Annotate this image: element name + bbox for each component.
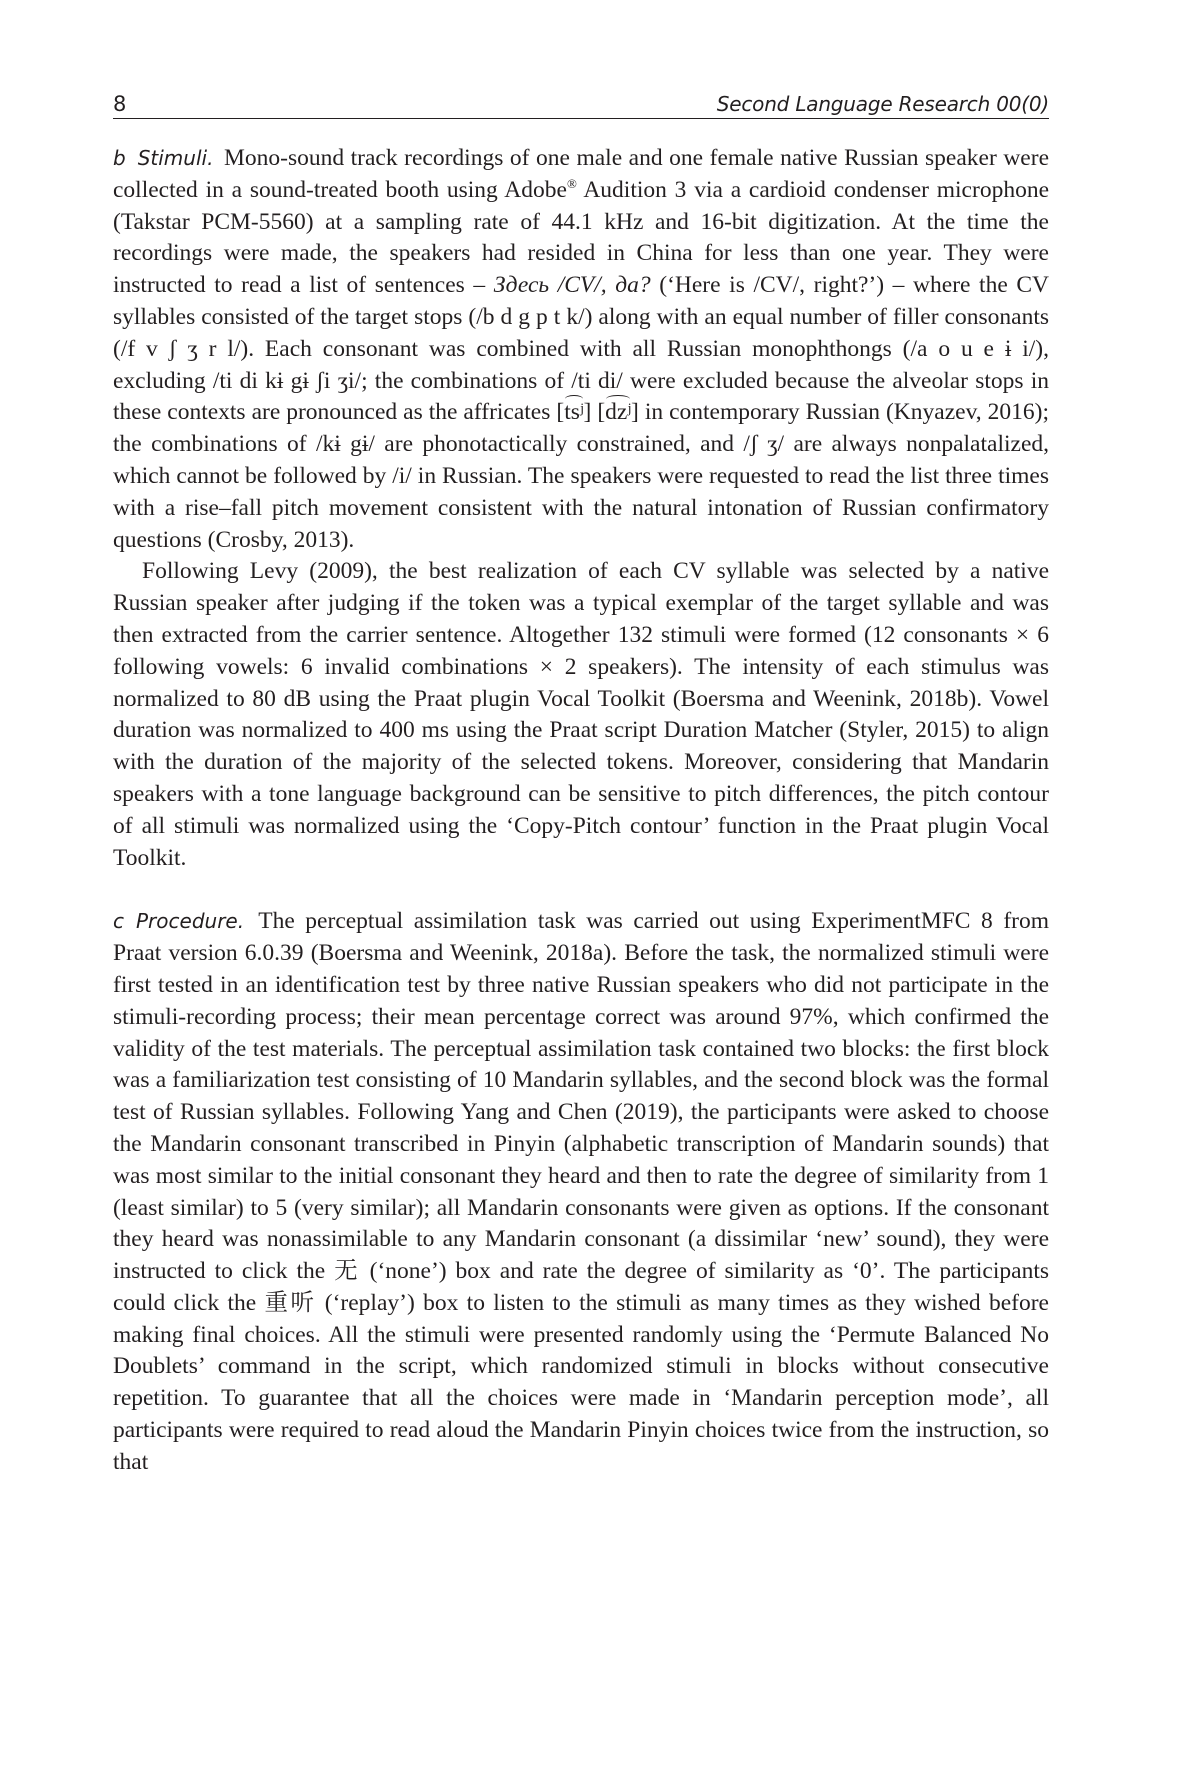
stimuli-heading [113,146,217,170]
stimuli-paragraph-1 [113,143,1049,556]
section-letter: b [113,146,126,170]
text-run: Audition 3 via a cardioid condenser microphone (Takstar PCM-5560) at a sampling rate of 44.1 kHz and 16-bit digitization. At the time the recordings were made, the speakers had resided in China for less than one year. They were instructed to read a list of sentences – [113,176,1049,299]
ipa-affricate: dzʲ [605,397,631,429]
text-run: ] [ [583,399,606,426]
page-number: 8 [113,92,127,116]
section-title: Procedure. [136,909,245,934]
section-letter: c [113,909,124,934]
section-spacer [113,874,1049,906]
stimuli-paragraph-2: Following Levy (2009), the best realization of each CV syllable was selected by a native Russian speaker after judging if the token was a typical exemplar of the target syllable and was then extracted from the carrier sentence. Altogether 132 stimuli were formed (12 consonants × 6 following vowels: 6 invalid combinations × 2 speakers). The intensity of each stimulus was normalized to 80 dB using the Praat plugin Vocal Toolkit (Boersma and Weenink, 2018b). Vowel duration was normalized to 400 ms using the Praat script Duration Matcher (Styler, 2015) to align with the duration of the majority of the selected tokens. Moreover, considering that Mandarin speakers with a tone language background can be sensitive to pitch differences, the pitch contour of all stimuli was normalized using the ‘Copy-Pitch contour’ function in the Praat plugin Vocal Toolkit. [113,558,1049,871]
procedure-heading [113,909,248,933]
text-run: The perceptual assimilation task was carried out using ExperimentMFC 8 from Praat version 6.0.39 (Boersma and Weenink, 2018a). Before the task, the normalized stimuli were first tested in an identification test by three native Russian speakers who did not participate in the stimuli-recording process; their mean percentage correct was around 97%, which confirmed the validity of the test materials. The perceptual assimilation task contained two blocks: the first block was a familiarization test consisting of 10 Mandarin syllables, and the second block was the formal test of Russian syllables. Following Yang and Chen (2019), the participants were asked to choose the Mandarin consonant transcribed in Pinyin (alphabetic transcription of Mandarin sounds) that was most similar to the initial consonant they heard and then to rate the degree of similarity from 1 (least similar) to 5 (very similar); all Mandarin consonants were given as options. If the consonant they heard was nonassimilable to any Mandarin consonant (a dissimilar ‘new’ sound), they were instructed to click the 无 (‘none’) box and rate the degree of similarity as ‘0’. The participants could click the 重听 (‘replay’) box to listen to the stimuli as many times as they wished before making final choices. All the stimuli were presented randomly using the ‘Permute Balanced No Doublets’ command in the script, which randomized stimuli in blocks without consecutive repetition. To guarantee that all the choices were made in ‘Mandarin perception mode’, all participants were required to read aloud the Mandarin Pinyin choices twice from the instruction, so that [113,908,1049,1475]
journal-title: Second Language Research 00(0) [716,92,1049,116]
paper-page [113,80,1049,1479]
text-run: Mono-sound track recordings of one male and one female native Russian speaker were collected in a sound-treated booth using Adobe [113,145,1049,203]
text-run: ] in contemporary Russian (Knyazev, 2016); the combinations of /kɨ gɨ/ are phonotactically constrained, and /ʃ ʒ/ are always nonpalatalized, which cannot be followed by /i/ in Russian. The speakers were requested to read the list three times with a rise–fall pitch movement consistent with the natural intonation of Russian confirmatory questions (Crosby, 2013). [113,399,1050,553]
ipa-affricate: tsʲ [564,397,583,429]
text-run: (‘Here is /CV/, right?’) – where the CV syllables consisted of the target stops (/b d g p t k/) along with an equal number of filler consonants (/f v ʃ ʒ r l/). Each consonant was combined with all Russian monophthongs (/a o u e ɨ i/), excluding /ti di kɨ gɨ ʃi ʒi/; the combinations of /ti di/ were excluded because the alveolar stops in these contexts are pronounced as the affricates [ [113,272,1050,426]
registered-mark: ® [566,175,577,191]
body-text [113,143,1049,1479]
procedure-paragraph-1 [113,906,1049,1478]
russian-sentence: Здесь /CV/, да? [493,272,651,299]
running-header [113,80,1049,119]
section-title: Stimuli. [137,146,214,170]
